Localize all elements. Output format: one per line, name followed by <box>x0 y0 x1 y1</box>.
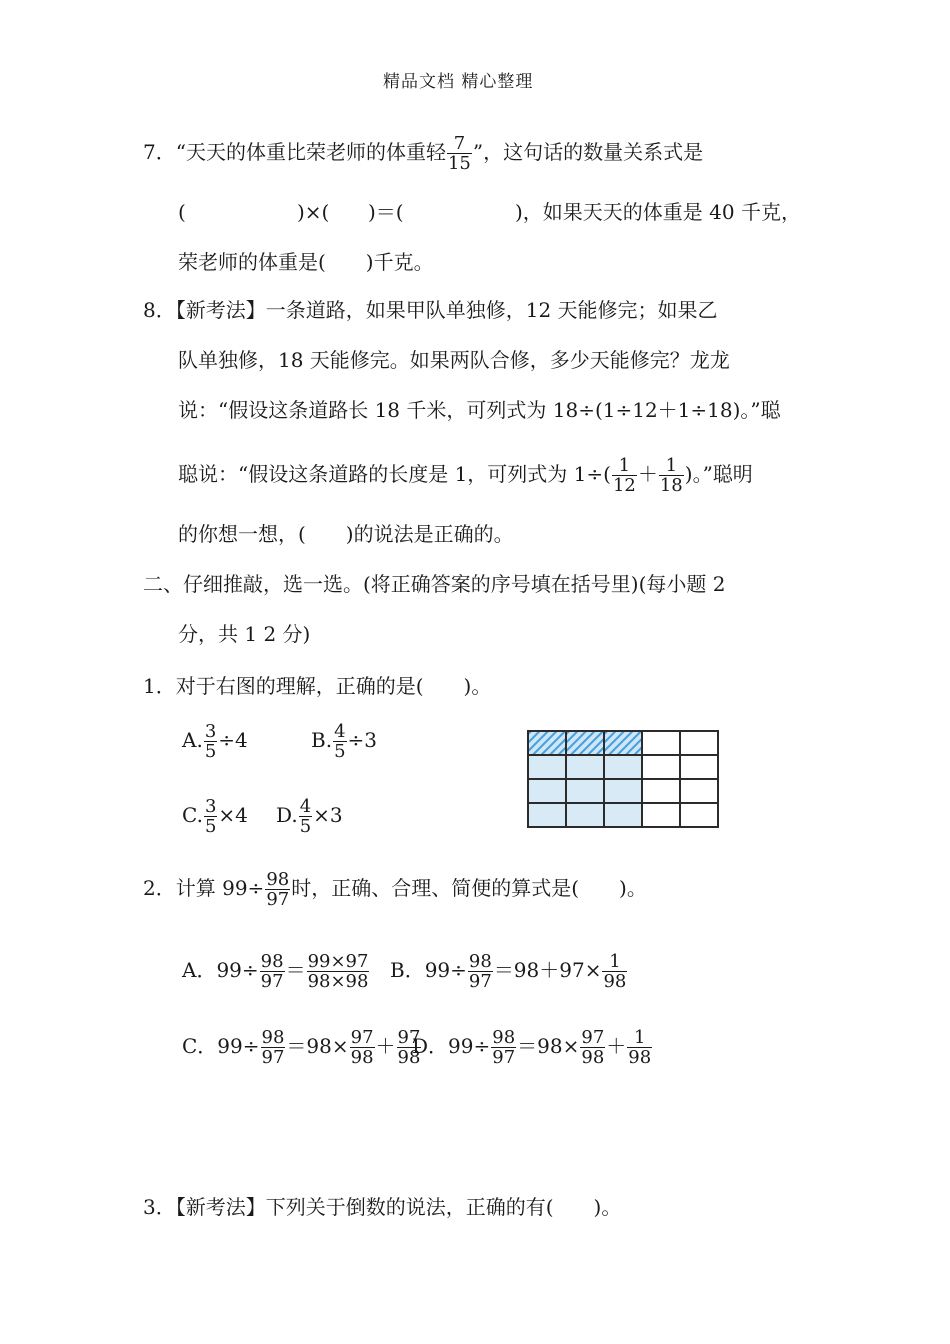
fraction-grid-figure <box>527 730 719 828</box>
grid-cell <box>680 755 718 779</box>
option-a-rest: ÷4 <box>218 728 248 752</box>
s2q1-text: 对于右图的理解，正确的是( )。 <box>175 674 492 698</box>
q8-line1-text: 【新考法】一条道路，如果甲队单独修，12 天能修完；如果乙 <box>175 298 718 322</box>
section2-heading-cont: 分，共 1 2 分) <box>178 622 311 646</box>
s2q2-frac-den: 97 <box>266 889 290 910</box>
grid-cell <box>642 779 680 803</box>
q7-line3: 荣老师的体重是( )千克。 <box>178 250 434 274</box>
s2q1-option-b <box>311 722 377 761</box>
option-b-label: B. <box>311 728 333 752</box>
grid-cell-shaded <box>528 803 566 827</box>
option-b-den: 5 <box>334 741 346 762</box>
q2b-f1-den: 97 <box>468 971 492 992</box>
q2c-f1-num: 98 <box>261 1027 285 1048</box>
q7-text-b: ”，这句话的数量关系式是 <box>472 140 704 164</box>
q7-line2-c: )＝( <box>368 200 404 224</box>
q2d-label: D．99÷ <box>412 1034 491 1058</box>
q8-line3: 说：“假设这条道路长 18 千米，可列式为 18÷(1÷12＋1÷18)。”聪 <box>178 398 781 422</box>
q2a-f2-den: 98×98 <box>307 971 369 992</box>
q2c-frac2 <box>350 1028 375 1067</box>
s2q2-option-a <box>182 952 370 991</box>
grid-cell-shaded <box>528 755 566 779</box>
s2q1-option-a <box>182 722 248 761</box>
s2q3-text: 【新考法】下列关于倒数的说法，正确的有( )。 <box>175 1195 622 1219</box>
q7-line2-d: )，如果天天的体重是 40 千克， <box>515 200 801 224</box>
q7-line2-b: )×( <box>297 200 330 224</box>
q8-line4-text-a: 聪说：“假设这条道路的长度是 1，可列式为 1÷( <box>178 462 611 486</box>
q8-f1-num: 1 <box>618 455 631 476</box>
grid-cell <box>642 803 680 827</box>
q8-plus: ＋ <box>637 462 658 486</box>
q7-fraction <box>447 134 472 173</box>
q2b-f1-num: 98 <box>468 951 492 972</box>
q8-line4-text-b: )。”聪明 <box>684 462 753 486</box>
grid-cell-shaded <box>528 779 566 803</box>
s2q1-option-d <box>276 797 343 836</box>
option-a-label: A. <box>182 728 203 752</box>
grid-cell <box>642 731 680 755</box>
s2q1-option-c <box>182 797 248 836</box>
grid-cell-shaded <box>604 779 642 803</box>
option-d-label: D. <box>276 803 298 827</box>
s2q1-line <box>143 672 491 700</box>
q2c-f1-den: 97 <box>261 1047 285 1068</box>
option-c-fraction <box>204 797 217 836</box>
q2d-frac1 <box>491 1028 516 1067</box>
grid-row <box>528 803 718 827</box>
q2d-plus: ＋ <box>606 1034 627 1058</box>
q2a-eq: ＝ <box>285 958 306 982</box>
grid-cell-shaded <box>566 779 604 803</box>
q2a-f1-den: 97 <box>260 971 284 992</box>
q2a-frac2 <box>307 952 370 991</box>
s2q2-line <box>143 870 647 909</box>
q2a-label: A．99÷ <box>182 958 259 982</box>
q2b-mid: ＝98＋97× <box>493 958 602 982</box>
q8-fraction-1 <box>612 456 637 495</box>
option-c-num: 3 <box>204 796 217 817</box>
q8-line4 <box>178 456 753 495</box>
q2c-frac1 <box>261 1028 286 1067</box>
q7-number: 7． <box>143 140 176 164</box>
q7-line1 <box>143 134 703 173</box>
s2q3-line <box>143 1193 621 1221</box>
grid-cell <box>680 731 718 755</box>
grid-cell-shaded <box>604 803 642 827</box>
option-b-fraction <box>333 722 346 761</box>
q2b-f2-den: 98 <box>603 971 627 992</box>
s2q2-option-b <box>390 952 628 991</box>
q2c-mid: ＝98× <box>286 1034 349 1058</box>
q2c-label: C．99÷ <box>182 1034 260 1058</box>
s2q1-number: 1． <box>143 674 176 698</box>
q2b-frac1 <box>468 952 493 991</box>
q2b-frac2 <box>602 952 627 991</box>
option-b-num: 4 <box>334 721 346 742</box>
q2c-f3-den: 98 <box>397 1047 421 1068</box>
q2b-f2-num: 1 <box>609 951 621 972</box>
grid-cell-shaded <box>566 803 604 827</box>
grid-cell <box>642 755 680 779</box>
option-d-den: 5 <box>299 816 312 837</box>
grid-cell-shaded <box>604 755 642 779</box>
s2q2-fraction <box>265 870 290 909</box>
q7-line2-a: ( <box>178 200 186 224</box>
q7-frac-num: 7 <box>453 133 466 154</box>
grid-cell-hatched <box>528 731 566 755</box>
q2a-frac1 <box>260 952 285 991</box>
q2c-plus: ＋ <box>375 1034 396 1058</box>
option-c-den: 5 <box>204 816 217 837</box>
grid-cell-hatched <box>566 731 604 755</box>
option-d-fraction <box>299 797 312 836</box>
option-a-fraction <box>204 722 217 761</box>
s2q2-text-a: 计算 99÷ <box>175 876 265 900</box>
grid-cell-shaded <box>566 755 604 779</box>
q2c-f2-den: 98 <box>350 1047 374 1068</box>
q2d-frac2 <box>580 1028 605 1067</box>
grid-cell <box>680 803 718 827</box>
option-d-num: 4 <box>299 796 312 817</box>
grid-row <box>528 779 718 803</box>
q7-text-a: “天天的体重比荣老师的体重轻 <box>175 140 446 164</box>
grid-row <box>528 755 718 779</box>
s2q3-number: 3． <box>143 1195 176 1219</box>
s2q2-frac-num: 98 <box>266 869 290 890</box>
q2c-f2-num: 97 <box>350 1027 374 1048</box>
option-a-den: 5 <box>204 741 217 762</box>
q2d-f1-num: 98 <box>492 1027 516 1048</box>
q8-f2-num: 1 <box>665 455 678 476</box>
grid-cell <box>680 779 718 803</box>
page-header: 精品文档 精心整理 <box>383 72 534 92</box>
s2q2-option-d <box>412 1028 653 1067</box>
q2d-mid: ＝98× <box>517 1034 580 1058</box>
q8-line1 <box>143 296 718 324</box>
q8-line2: 队单独修，18 天能修完。如果两队合修，多少天能修完？龙龙 <box>178 348 730 372</box>
q2a-f2-num: 99×97 <box>307 951 369 972</box>
q2d-f3-den: 98 <box>628 1047 652 1068</box>
q2d-f1-den: 97 <box>492 1047 516 1068</box>
q2d-f2-num: 97 <box>581 1027 605 1048</box>
q2d-f3-num: 1 <box>634 1027 646 1048</box>
option-a-num: 3 <box>204 721 217 742</box>
s2q2-option-c <box>182 1028 422 1067</box>
option-c-rest: ×4 <box>218 803 248 827</box>
q8-f1-den: 12 <box>612 475 636 496</box>
q7-frac-den: 15 <box>447 153 471 174</box>
s2q2-text-b: 时，正确、合理、简便的算式是( )。 <box>291 876 647 900</box>
q2b-label: B．99÷ <box>390 958 467 982</box>
option-d-rest: ×3 <box>313 803 343 827</box>
q2d-frac3 <box>627 1028 652 1067</box>
q2a-f1-num: 98 <box>260 951 284 972</box>
q8-line5: 的你想一想，( )的说法是正确的。 <box>178 522 514 546</box>
option-c-label: C. <box>182 803 203 827</box>
section2-heading: 二、仔细推敲，选一选。(将正确答案的序号填在括号里)(每小题 2 <box>143 572 726 596</box>
q8-fraction-2 <box>659 456 684 495</box>
q2c-f3-num: 97 <box>397 1027 421 1048</box>
grid-cell-hatched <box>604 731 642 755</box>
q2d-f2-den: 98 <box>581 1047 605 1068</box>
option-b-rest: ÷3 <box>347 728 377 752</box>
q8-number: 8． <box>143 298 176 322</box>
grid-row <box>528 731 718 755</box>
q8-f2-den: 18 <box>659 475 683 496</box>
s2q2-number: 2． <box>143 876 176 900</box>
